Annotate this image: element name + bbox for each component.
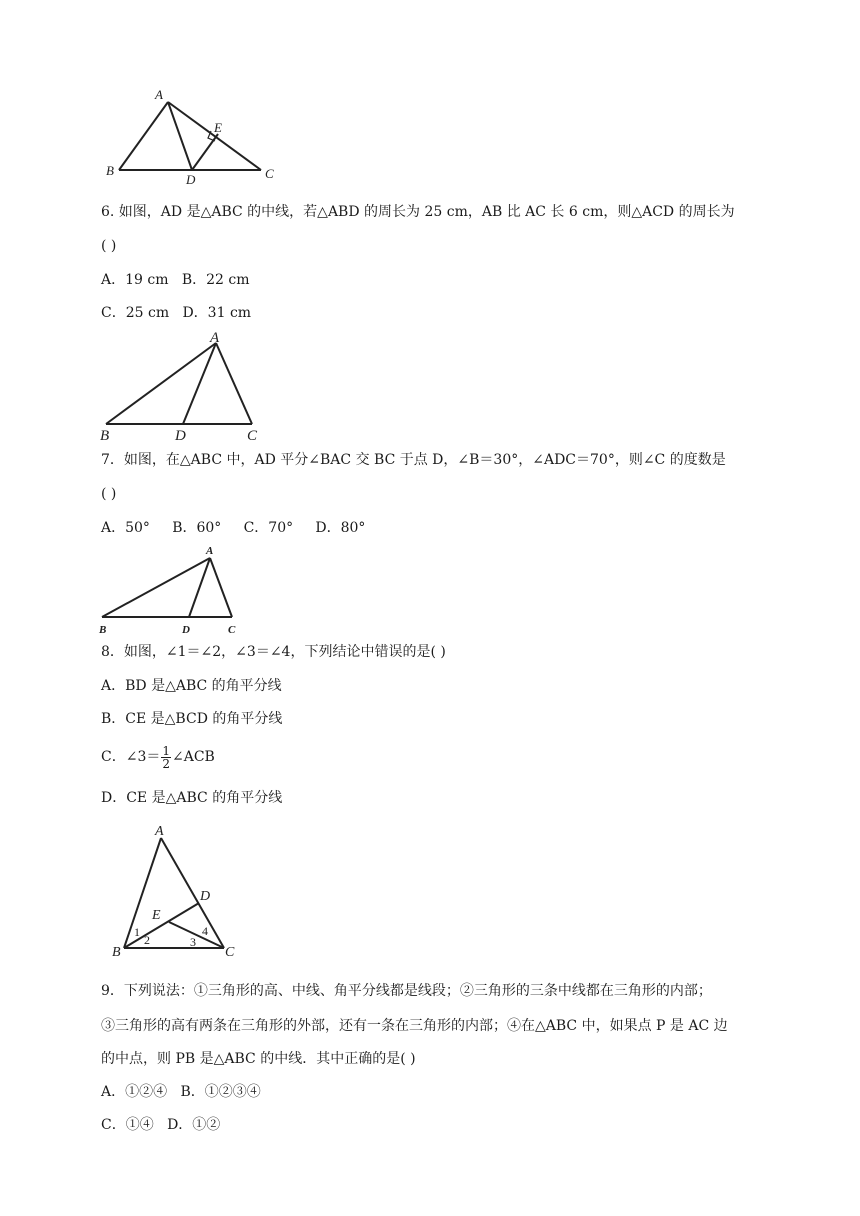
label-b: B <box>100 428 110 444</box>
q9-option-d[interactable]: D．①② <box>167 1117 221 1133</box>
q6-option-c[interactable]: C．25 cm <box>101 305 170 321</box>
q7-option-c[interactable]: C．70° <box>243 520 294 536</box>
q8-option-c[interactable] <box>101 744 215 770</box>
label-d: D <box>186 172 196 187</box>
angle-label-3: 3 <box>190 935 196 949</box>
q8-option-c-suffix: ∠ACB <box>172 749 215 765</box>
label-b: B <box>99 624 107 636</box>
label-c: C <box>225 945 235 960</box>
q7-option-a[interactable]: A．50° <box>101 520 150 536</box>
label-a: A <box>206 545 214 557</box>
q9-line3: 的中点，则 PB 是△ABC 的中线．其中正确的是( ) <box>101 1051 416 1067</box>
label-c: C <box>247 428 258 444</box>
q6-stem-line2: ( ) <box>101 238 117 254</box>
q7-stem-line1: 7．如图，在△ABC 中，AD 平分∠BAC 交 BC 于点 D，∠B＝30°，∠ADC＝70°，则∠C 的度数是 <box>101 452 726 468</box>
q8-option-c-prefix: C．∠3＝ <box>101 749 161 765</box>
q8-stem: 8．如图，∠1＝∠2，∠3＝∠4，下列结论中错误的是( ) <box>101 644 446 660</box>
q6-stem-line1: 6. 如图，AD 是△ABC 的中线，若△ABD 的周长为 25 cm，AB 比 AC 长 6 cm，则△ACD 的周长为 <box>101 204 735 220</box>
label-a: A <box>155 824 164 839</box>
q9-options-row1 <box>101 1082 261 1102</box>
q6-options-row1 <box>101 270 250 290</box>
angle-label-1: 1 <box>134 925 140 939</box>
q9-line1: 9．下列说法：①三角形的高、中线、角平分线都是线段；②三角形的三条中线都在三角形的内部； <box>101 983 712 999</box>
fraction-denominator: 2 <box>162 756 170 771</box>
q7-options <box>101 518 365 538</box>
label-d: D <box>175 428 186 444</box>
q8-option-d[interactable]: D．CE 是△ABC 的角平分线 <box>101 790 283 806</box>
label-a: A <box>155 87 163 102</box>
q8-option-a[interactable]: A．BD 是△ABC 的角平分线 <box>101 678 282 694</box>
figure-q7-triangle <box>96 542 256 638</box>
label-e: E <box>214 120 222 135</box>
label-b: B <box>112 945 121 960</box>
q6-options-row2 <box>101 303 251 323</box>
label-c: C <box>228 624 236 636</box>
figure-q6-triangle <box>96 330 276 442</box>
q9-option-a[interactable]: A．①②④ <box>101 1084 168 1100</box>
q7-option-d[interactable]: D．80° <box>315 520 366 536</box>
q6-option-d[interactable]: D．31 cm <box>182 305 252 321</box>
q6-option-b[interactable]: B．22 cm <box>181 272 250 288</box>
angle-label-4: 4 <box>202 924 208 938</box>
fraction-numerator: 1 <box>162 743 170 758</box>
q7-option-b[interactable]: B．60° <box>172 520 222 536</box>
label-e: E <box>152 908 161 923</box>
label-c: C <box>265 166 274 181</box>
figure-q5-triangle <box>100 86 290 186</box>
q9-option-c[interactable]: C．①④ <box>101 1117 154 1133</box>
label-b: B <box>106 163 114 178</box>
q9-line2: ③三角形的高有两条在三角形的外部，还有一条在三角形的内部；④在△ABC 中，如果点 P 是 AC 边 <box>101 1018 728 1034</box>
label-d: D <box>200 889 211 904</box>
figure-q8-triangle <box>104 818 254 964</box>
label-d: D <box>182 624 190 636</box>
angle-label-2: 2 <box>144 933 150 947</box>
q7-stem-line2: ( ) <box>101 486 117 502</box>
q9-option-b[interactable]: B．①②③④ <box>180 1084 261 1100</box>
q6-option-a[interactable]: A．19 cm <box>101 272 169 288</box>
q8-option-b[interactable]: B．CE 是△BCD 的角平分线 <box>101 711 283 727</box>
q9-options-row2 <box>101 1115 220 1135</box>
label-a: A <box>210 330 220 346</box>
fraction-one-half <box>161 745 171 770</box>
